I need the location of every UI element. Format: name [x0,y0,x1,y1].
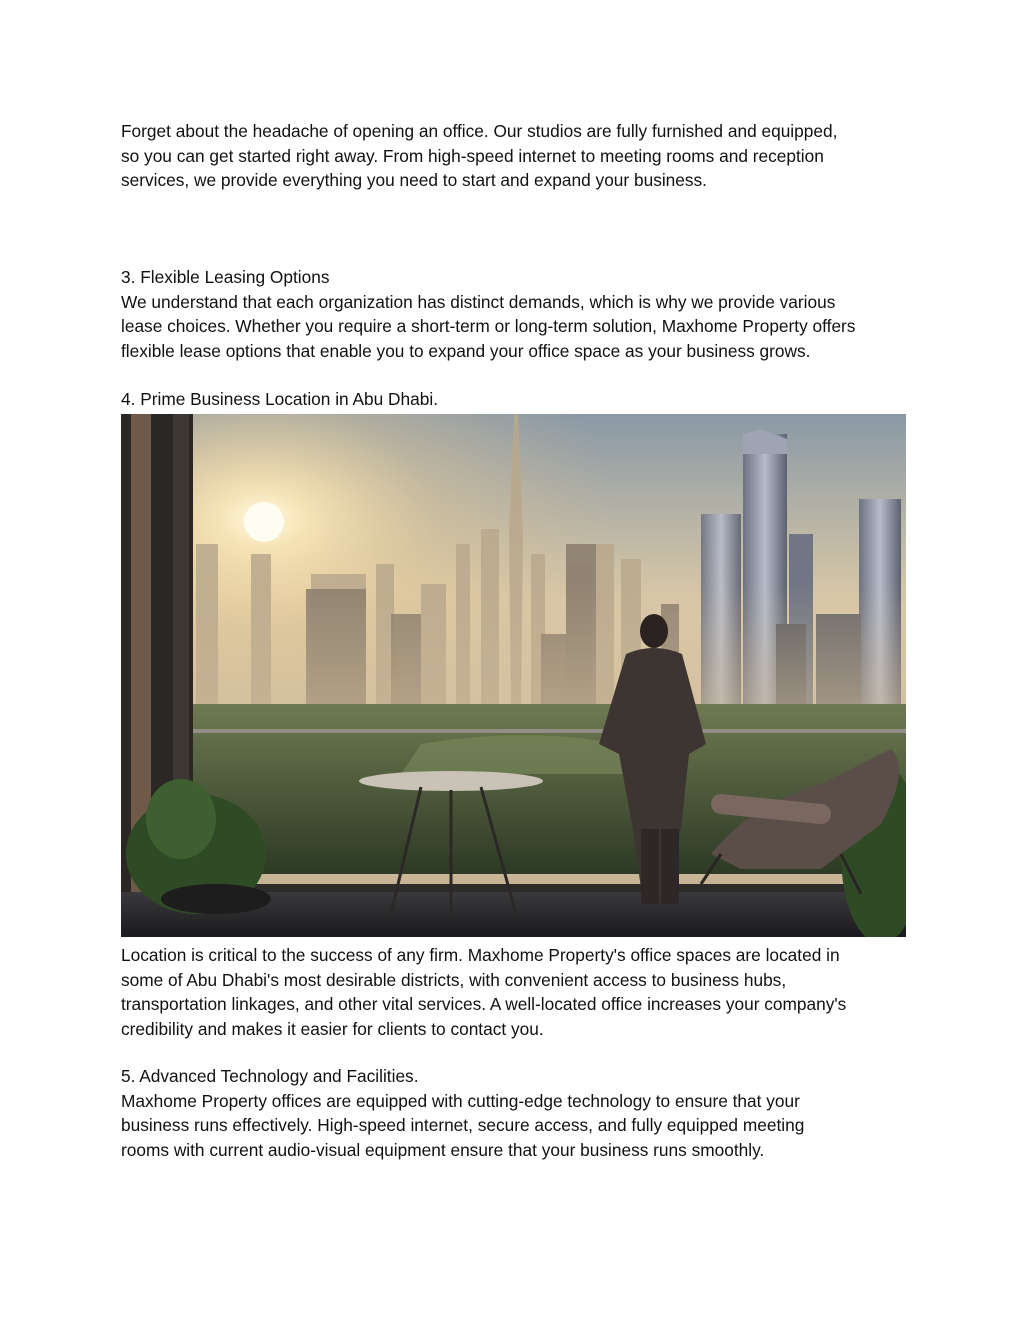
section-advanced-technology [121,1064,911,1162]
section-line: We understand that each organization has distinct demands, which is why we provide various [121,291,836,312]
section-flexible-leasing [121,265,911,363]
section-line: Maxhome Property offices are equipped with cutting-edge technology to ensure that your [121,1090,800,1111]
section-heading: 5. Advanced Technology and Facilities. [121,1066,419,1086]
city-skyline-image [121,414,906,937]
section-heading: 4. Prime Business Location in Abu Dhabi. [121,389,439,409]
intro-paragraph [121,119,911,193]
section-line: some of Abu Dhabi's most desirable districts, with convenient access to business hubs, [121,969,787,990]
section-line: flexible lease options that enable you to expand your office space as your business grows. [121,340,811,361]
location-paragraph [121,943,911,1041]
section-line: transportation linkages, and other vital services. A well-located office increases your company's [121,994,847,1014]
section-heading: 3. Flexible Leasing Options [121,267,330,287]
section-location-heading [121,387,911,412]
section-line: credibility and makes it easier for clients to contact you. [121,1018,544,1039]
section-line: Location is critical to the success of any firm. Maxhome Property's office spaces are located in [121,945,840,965]
intro-line: Forget about the headache of opening an office. Our studios are fully furnished and equipped, [121,121,838,141]
section-line: lease choices. Whether you require a short-term or long-term solution, Maxhome Property offers [121,316,856,336]
intro-line: services, we provide everything you need to start and expand your business. [121,170,707,190]
section-line: business runs effectively. High-speed internet, secure access, and fully equipped meeting [121,1115,805,1135]
section-line: rooms with current audio-visual equipment ensure that your business runs smoothly. [121,1139,765,1160]
intro-line: so you can get started right away. From high-speed internet to meeting rooms and reception [121,145,824,166]
